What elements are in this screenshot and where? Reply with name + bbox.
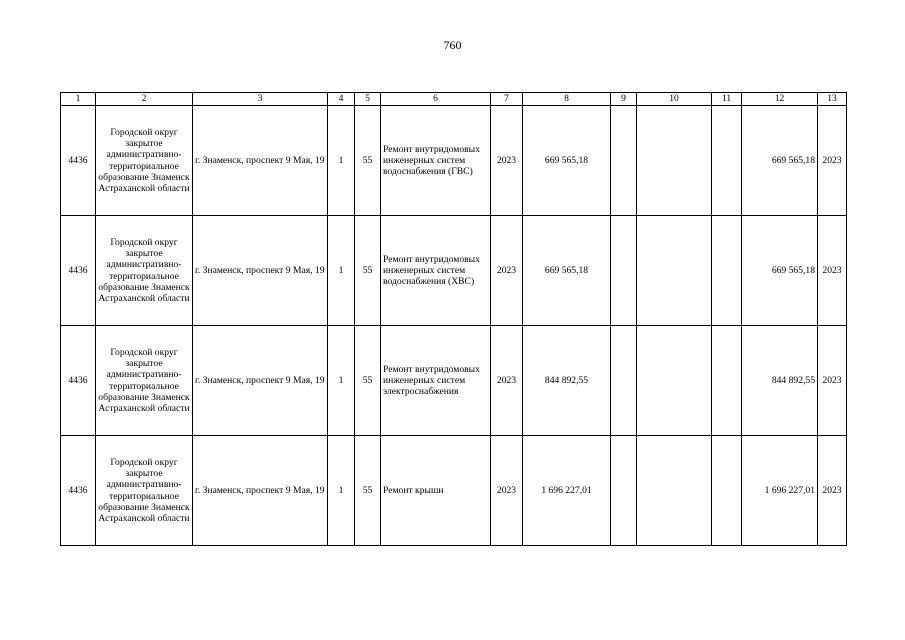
column-header-11: 11 bbox=[712, 93, 742, 106]
column-header-1: 1 bbox=[61, 93, 96, 106]
column-header-10: 10 bbox=[637, 93, 712, 106]
col-10-value-cell bbox=[637, 216, 712, 326]
header-row bbox=[61, 93, 847, 106]
col-9-value-cell bbox=[611, 436, 637, 546]
column-header-8: 8 bbox=[523, 93, 611, 106]
total-cost-cell: 669 565,18 bbox=[523, 216, 611, 326]
address-cell: г. Знаменск, проспект 9 Мая, 19 bbox=[193, 436, 328, 546]
municipality-cell: Городской округ закрытое административно-территориальное образование Знаменск Астраханской области bbox=[96, 436, 193, 546]
col-5-value-cell: 55 bbox=[355, 216, 381, 326]
col-4-value-cell: 1 bbox=[328, 436, 355, 546]
column-header-3: 3 bbox=[193, 93, 328, 106]
column-header-4: 4 bbox=[328, 93, 355, 106]
col-5-value-cell: 55 bbox=[355, 106, 381, 216]
municipality-cell: Городской округ закрытое административно-территориальное образование Знаменск Астраханской области bbox=[96, 106, 193, 216]
col-4-value-cell: 1 bbox=[328, 326, 355, 436]
col-11-value-cell bbox=[712, 436, 742, 546]
funding-amount-cell: 844 892,55 bbox=[742, 326, 818, 436]
year-cell: 2023 bbox=[491, 216, 523, 326]
column-header-7: 7 bbox=[491, 93, 523, 106]
completion-year-cell: 2023 bbox=[818, 106, 847, 216]
table-row bbox=[61, 436, 847, 546]
col-10-value-cell bbox=[637, 326, 712, 436]
funding-amount-cell: 669 565,18 bbox=[742, 106, 818, 216]
col-10-value-cell bbox=[637, 436, 712, 546]
column-header-9: 9 bbox=[611, 93, 637, 106]
table-body bbox=[61, 106, 847, 546]
col-9-value-cell bbox=[611, 216, 637, 326]
municipality-cell: Городской округ закрытое административно-территориальное образование Знаменск Астраханской области bbox=[96, 326, 193, 436]
column-header-12: 12 bbox=[742, 93, 818, 106]
address-cell: г. Знаменск, проспект 9 Мая, 19 bbox=[193, 216, 328, 326]
address-cell: г. Знаменск, проспект 9 Мая, 19 bbox=[193, 106, 328, 216]
work-type-cell: Ремонт внутридомовых инженерных систем водоснабжения (ГВС) bbox=[381, 106, 491, 216]
col-4-value-cell: 1 bbox=[328, 216, 355, 326]
total-cost-cell: 1 696 227,01 bbox=[523, 436, 611, 546]
col-9-value-cell bbox=[611, 326, 637, 436]
col-9-value-cell bbox=[611, 106, 637, 216]
total-cost-cell: 844 892,55 bbox=[523, 326, 611, 436]
col-10-value-cell bbox=[637, 106, 712, 216]
total-cost-cell: 669 565,18 bbox=[523, 106, 611, 216]
work-type-cell: Ремонт внутридомовых инженерных систем электроснабжения bbox=[381, 326, 491, 436]
completion-year-cell: 2023 bbox=[818, 326, 847, 436]
work-type-cell: Ремонт внутридомовых инженерных систем водоснабжения (ХВС) bbox=[381, 216, 491, 326]
work-type-cell: Ремонт крыши bbox=[381, 436, 491, 546]
row-id-cell: 4436 bbox=[61, 106, 96, 216]
col-5-value-cell: 55 bbox=[355, 436, 381, 546]
table-row bbox=[61, 216, 847, 326]
data-table bbox=[60, 92, 847, 546]
col-11-value-cell bbox=[712, 216, 742, 326]
row-id-cell: 4436 bbox=[61, 436, 96, 546]
funding-amount-cell: 1 696 227,01 bbox=[742, 436, 818, 546]
completion-year-cell: 2023 bbox=[818, 216, 847, 326]
table-row bbox=[61, 326, 847, 436]
col-11-value-cell bbox=[712, 326, 742, 436]
col-11-value-cell bbox=[712, 106, 742, 216]
col-5-value-cell: 55 bbox=[355, 326, 381, 436]
column-header-13: 13 bbox=[818, 93, 847, 106]
page-number: 760 bbox=[443, 38, 462, 52]
column-header-6: 6 bbox=[381, 93, 491, 106]
column-header-5: 5 bbox=[355, 93, 381, 106]
row-id-cell: 4436 bbox=[61, 216, 96, 326]
col-4-value-cell: 1 bbox=[328, 106, 355, 216]
year-cell: 2023 bbox=[491, 326, 523, 436]
completion-year-cell: 2023 bbox=[818, 436, 847, 546]
table-row bbox=[61, 106, 847, 216]
column-header-2: 2 bbox=[96, 93, 193, 106]
address-cell: г. Знаменск, проспект 9 Мая, 19 bbox=[193, 326, 328, 436]
row-id-cell: 4436 bbox=[61, 326, 96, 436]
municipality-cell: Городской округ закрытое административно-территориальное образование Знаменск Астраханской области bbox=[96, 216, 193, 326]
funding-amount-cell: 669 565,18 bbox=[742, 216, 818, 326]
year-cell: 2023 bbox=[491, 436, 523, 546]
year-cell: 2023 bbox=[491, 106, 523, 216]
